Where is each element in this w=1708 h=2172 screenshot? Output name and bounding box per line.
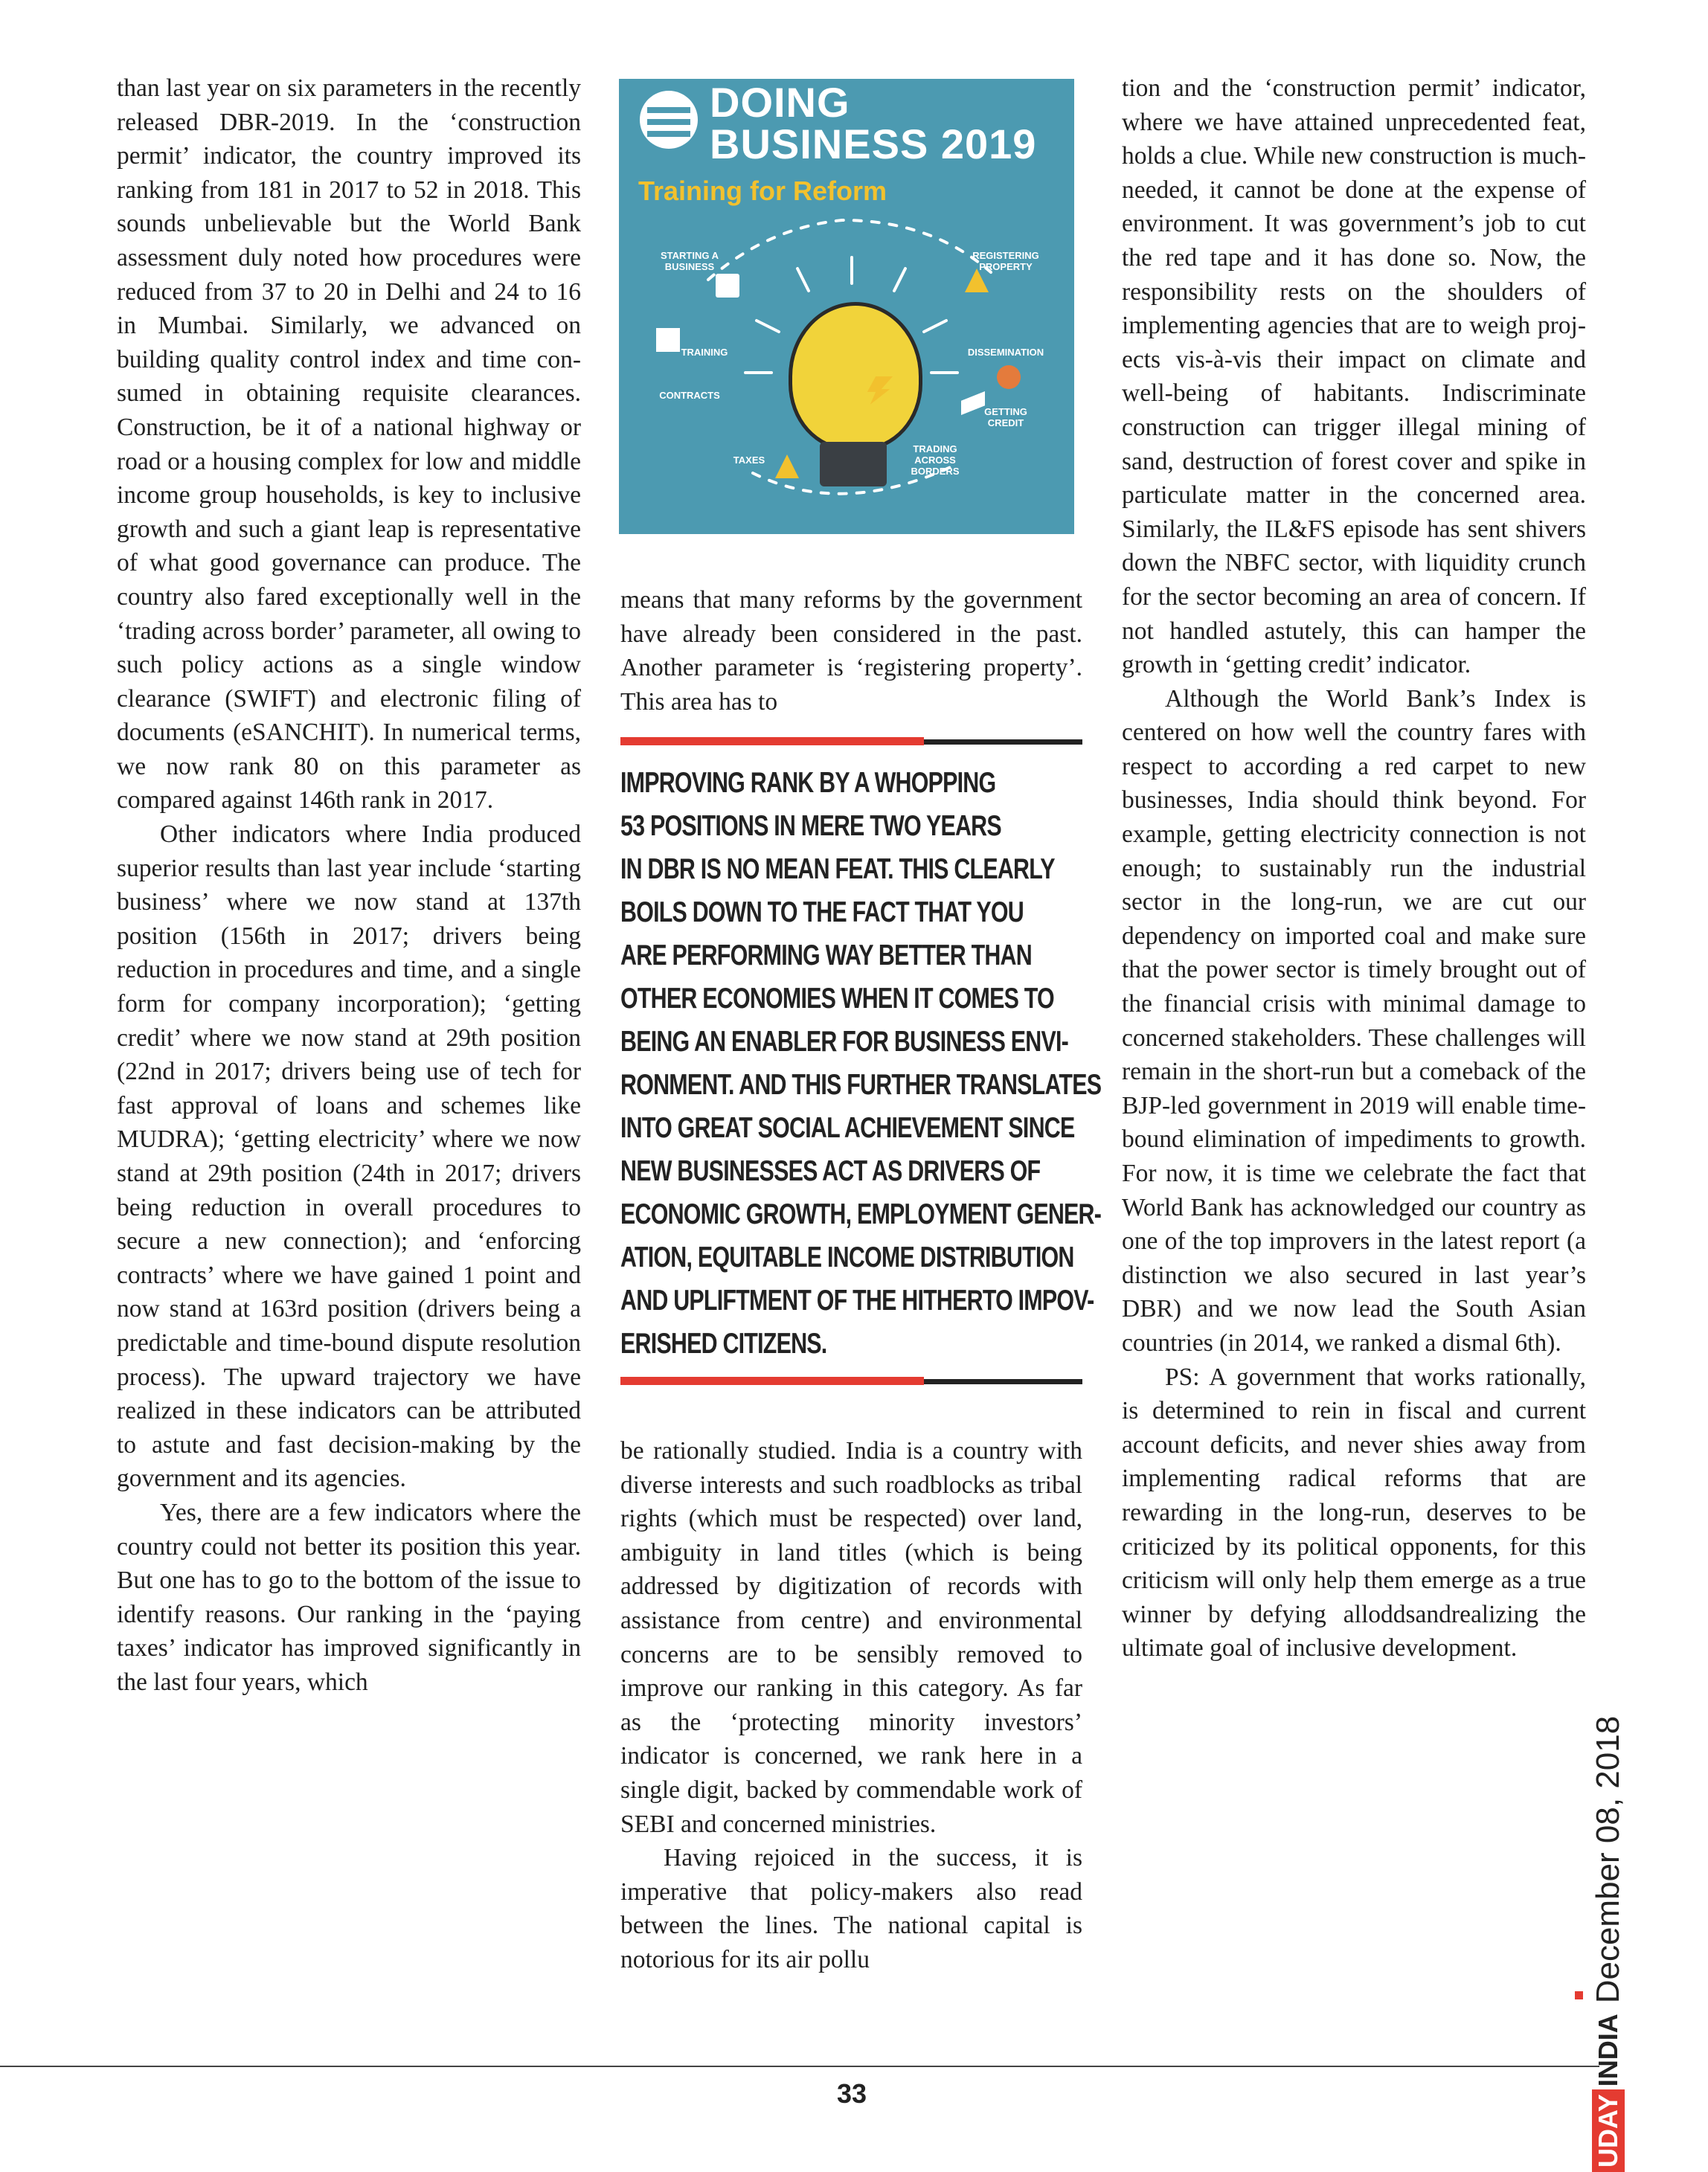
pull-quote-line: ERISHED CITIZENS. xyxy=(620,1328,827,1360)
pull-quote-line: INTO GREAT SOCIAL ACHIEVEMENT SINCE xyxy=(620,1112,1075,1144)
cover-label: DISSEMINATION xyxy=(967,347,1044,358)
article-column-2-bottom xyxy=(620,1434,1082,1977)
paragraph: Having rejoiced in the success, it is imperative that policy-makers also read between the lines. The national capital is notorious for its air pollu xyxy=(620,1844,1082,1973)
cover-label: TRAINING xyxy=(681,347,728,358)
pull-quote-line: OTHER ECONOMIES WHEN IT COMES TO xyxy=(620,983,1054,1015)
paragraph: tion and the ‘construction permit’ indicator, where we have attained unprecedented feat, holds a clue. While new construction is much-needed, it cannot be done at the expense of environment. It was government’s job to cut the red tape and it has done so. Now, the responsibility rests on the shoulders of implementing agencies that are to weigh projects vis-à-vis their impact on climate and well-being of habitants. Indiscriminate construction can trigger illegal mining of sand, destruction of forest cover and spike in particulate matter in the concerned area. Similarly, the IL&FS episode has sent shivers down the NBFC sector, with liquidity crunch for the sector becoming an area of concern. If not handled astutely, this can hamper the growth in ‘getting credit’ indicator. xyxy=(1122,74,1586,679)
pull-quote xyxy=(620,762,1102,1366)
cover-label: STARTING A BUSINESS xyxy=(661,250,719,272)
article-column-2-top xyxy=(620,583,1082,719)
end-of-article-mark xyxy=(1575,1991,1583,1999)
footer-rule xyxy=(0,2066,1599,2067)
paragraph: means that many reforms by the government have already been considered in the past. Another parameter is ‘registering property’. This area has to xyxy=(620,586,1082,716)
pull-quote-line: IMPROVING RANK BY A WHOPPING xyxy=(620,767,996,799)
microphone-icon xyxy=(997,365,1021,389)
paragraph: than last year on six parameters in the recently released DBR-2019. In the ‘construction permit’ indicator, the country improved its ranking from 181 in 2017 to 52 in 2018. This sounds unbelievable but the World Bank assessment duly noted how procedures were reduced from 37 to 20 in Delhi and 24 to 16 in Mumbai. Similarly, we advanced on building quality control index and time consumed in obtaining requisite clearances. Construction, be it of a national highway or road or a housing complex for low and middle income group households, is key to inclusive growth and such a giant leap is representative of what good governance can produce. The country also fared exceptionally well in the ‘trading across border’ parameter, all owing to such policy actions as a single window clearance (SWIFT) and electronic filing of documents (eSANCHIT). In numerical terms, we now rank 80 on this parameter as compared against 146th rank in 2017. xyxy=(117,74,581,814)
pull-quote-line: NEW BUSINESSES ACT AS DRIVERS OF xyxy=(620,1155,1041,1187)
paragraph: be rationally studied. India is a country with diverse interests and such roadblocks as tribal rights (which must be respected) over land, ambiguity in land titles (which is being addressed by digitization of records with assistance from centre) and environmental concerns are to be sensibly removed to improve our ranking in this category. As far as the ‘protecting minority investors’ indicator is concerned, we rank here in a single digit, backed by commendable work of SEBI and concerned ministries. xyxy=(620,1437,1082,1838)
lightbulb-icon xyxy=(789,302,922,451)
masthead-vertical xyxy=(1592,1716,1640,2172)
lightbulb-base xyxy=(820,442,887,486)
pull-quote-line: BEING AN ENABLER FOR BUSINESS ENVI- xyxy=(620,1026,1069,1058)
cover-label: TRADING ACROSS BORDERS xyxy=(911,443,960,477)
rule-black-segment xyxy=(924,739,1082,745)
pull-quote-line: RONMENT. AND THIS FURTHER TRANSLATES xyxy=(620,1069,1102,1101)
pull-quote-line: IN DBR IS NO MEAN FEAT. THIS CLEARLY xyxy=(620,853,1055,885)
article-column-3 xyxy=(1122,71,1586,1665)
cover-label: GETTING CREDIT xyxy=(984,406,1027,428)
pull-quote-line: AND UPLIFTMENT OF THE HITHERTO IMPOV- xyxy=(620,1285,1094,1317)
cover-label: CONTRACTS xyxy=(659,390,720,401)
cover-label: REGISTERING PROPERTY xyxy=(972,250,1039,272)
rule-red-segment xyxy=(620,737,924,745)
pull-quote-line: ARE PERFORMING WAY BETTER THAN xyxy=(620,939,1032,971)
cover-title-line: DOING xyxy=(710,79,850,126)
pull-quote-line: 53 POSITIONS IN MERE TWO YEARS xyxy=(620,810,1001,842)
doing-business-cover-image xyxy=(619,79,1074,534)
cover-title-line: BUSINESS 2019 xyxy=(710,121,1037,167)
paragraph: Yes, there are a few indicators where the country could not better its position this year. But one has to go to the bottom of the issue to identify reasons. Our ranking in the ‘paying taxes’ indicator has improved significantly in the last four years, which xyxy=(117,1498,581,1696)
masthead-india: INDIA xyxy=(1593,2014,1623,2087)
building-icon xyxy=(716,274,739,298)
rule-black-segment xyxy=(924,1379,1082,1384)
paragraph: Although the World Bank’s Index is centered on how well the country fares with respect to according a red carpet to new businesses, India should think beyond. For example, getting electricity connection is not enough; to sustainably run the industrial sector in the long-run, we are cut our dependency on imported coal and make sure that the power sector is timely brought out of the financial crisis with minimal damage to concerned stakeholders. These challenges will remain in the short-run but a comeback of the BJP-led government in 2019 will enable time-bound elimination of impediments to growth. For now, it is time we celebrate the fact that World Bank has acknowledged our country as one of the top improvers in the latest report (a distinction we also secured in last year’s DBR) and we now lead the South Asian countries (in 2014, we ranked a dismal 6th). xyxy=(1122,684,1586,1357)
paragraph: PS: A government that works rationally, is determined to rein in fiscal and current account deficits, and never shies away from implementing radical reforms that are rewarding in the long-run, deserves to be criticized by its political opponents, for this criticism will only help them emerge as a true winner by defying alloddsandrealizing the ultimate goal of inclusive development. xyxy=(1122,1363,1586,1662)
cover-subtitle: Training for Reform xyxy=(638,176,887,206)
rule-red-segment xyxy=(620,1377,924,1385)
pull-quote-line: ATION, EQUITABLE INCOME DISTRIBUTION xyxy=(620,1241,1074,1273)
pull-quote-top-rule xyxy=(620,737,1082,745)
cover-label: TAXES xyxy=(733,454,765,466)
page-number: 33 xyxy=(836,2078,867,2109)
training-icon xyxy=(656,328,680,352)
masthead-uday: UDAY xyxy=(1592,2089,1625,2172)
pull-quote-line: BOILS DOWN TO THE FACT THAT YOU xyxy=(620,896,1024,928)
pull-quote-bottom-rule xyxy=(620,1377,1082,1385)
article-column-1 xyxy=(117,71,581,1700)
pull-quote-line: ECONOMIC GROWTH, EMPLOYMENT GENER- xyxy=(620,1198,1102,1230)
issue-date: December 08, 2018 xyxy=(1590,1715,1626,2004)
paragraph: Other indicators where India produced superior results than last year include ‘starting business’ where we now stand at 137th position (156th in 2017; drivers being reduction in procedures and time, and a single form for company incorporation); ‘getting credit’ where we now stand at 29th position (22nd in 2017; drivers being use of tech for fast approval of loans and schemes like MUDRA); ‘getting electricity’ where we now stand at 29th position (24th in 2017; drivers being reduction in overall procedures to secure a new connection); and ‘enforcing contracts’ where we have gained 1 point and now stand at 163rd position (drivers being a predictable and time-bound dispute resolution process). The upward trajectory we have realized in these indicators can be attributed to astute and fast decision-making by the government and its agencies. xyxy=(117,820,581,1493)
